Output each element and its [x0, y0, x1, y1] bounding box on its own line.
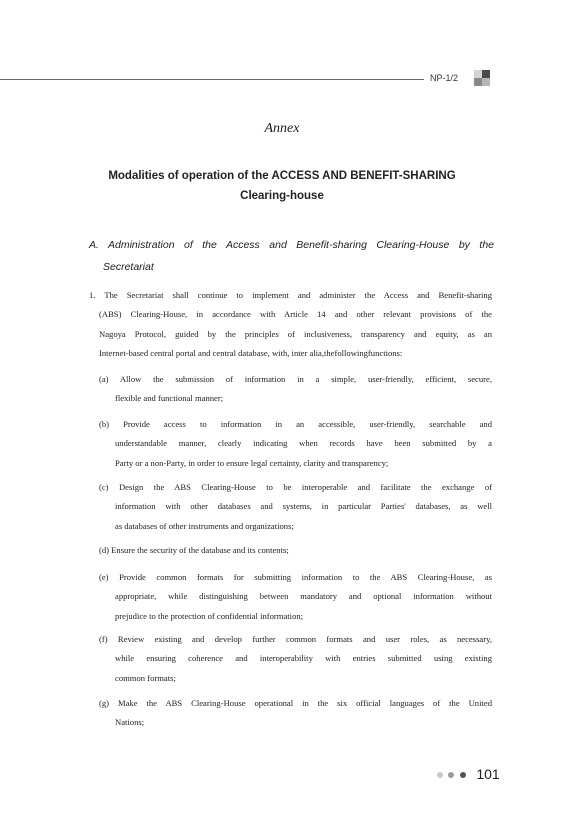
- title-line-1: Modalities of operation of the ACCESS AND BENEFIT-SHARING: [108, 170, 456, 182]
- paragraph-line: Internet-based central portal and central database, with, inter alia,thefollowingfunctions:: [99, 347, 403, 358]
- list-item-c: [99, 478, 492, 536]
- paragraph-1: [89, 286, 492, 363]
- section-heading-line-2: Secretariat: [103, 261, 154, 273]
- item-line: (b) Provide access to information in an accessible, user-friendly, searchable and: [99, 419, 492, 429]
- square-decoration: [482, 70, 490, 78]
- item-line: appropriate, while distinguishing between mandatory and optional information without: [115, 591, 492, 602]
- paragraph-line: Nagoya Protocol, guided by the principles of inclusiveness, transparency and equity, as an: [99, 328, 492, 339]
- item-line: flexible and functional manner;: [115, 393, 224, 404]
- item-line: understandable manner, clearly indicating when records have been submitted by a: [115, 438, 492, 449]
- dot-icon: [448, 772, 454, 778]
- list-item-b: [99, 415, 492, 473]
- item-line: (a) Allow the submission of information in a simple, user-friendly, efficient, secure,: [99, 374, 492, 384]
- list-item-f: [99, 630, 492, 688]
- document-title: [60, 166, 504, 206]
- item-line: common formats;: [115, 672, 176, 683]
- footer-dots-decoration: [437, 765, 467, 783]
- item-line: (g) Make the ABS Clearing-House operational in the six official languages of the United: [99, 698, 492, 708]
- page-footer: [437, 765, 500, 783]
- dot-icon: [460, 772, 466, 778]
- item-line: (f) Review existing and develop further common formats and user roles, as necessary,: [99, 634, 492, 644]
- title-line-2: Clearing-house: [240, 190, 324, 202]
- item-line: Party or a non-Party, in order to ensure legal certainty, clarity and transparency;: [115, 457, 389, 468]
- item-line: (e) Provide common formats for submitting information to the ABS Clearing-House, as: [99, 572, 492, 582]
- paragraph-line: 1. The Secretariat shall continue to implement and administer the Access and Benefit-sharing: [89, 290, 492, 300]
- item-line: information with other databases and systems, in particular Parties' databases, as well: [115, 501, 492, 512]
- item-line: (c) Design the ABS Clearing-House to be interoperable and facilitate the exchange of: [99, 482, 492, 492]
- square-decoration: [474, 70, 482, 78]
- section-heading-line-1: A. Administration of the Access and Benefit-sharing Clearing-House by the: [89, 239, 494, 251]
- paragraph-line: (ABS) Clearing-House, in accordance with Article 14 and other relevant provisions of the: [99, 309, 492, 320]
- annex-label: Annex: [264, 121, 300, 136]
- item-line: (d) Ensure the security of the database and its contents;: [99, 545, 289, 555]
- section-heading: [89, 234, 494, 278]
- document-code: NP-1/2: [430, 73, 459, 83]
- list-item-e: [99, 568, 492, 626]
- item-line: Nations;: [115, 717, 145, 728]
- list-item-g: [99, 694, 492, 733]
- square-decoration: [482, 78, 490, 86]
- list-item-a: [99, 370, 492, 409]
- square-decoration: [474, 78, 482, 86]
- item-line: prejudice to the protection of confidential information;: [115, 610, 304, 621]
- header-squares-decoration: [474, 70, 490, 86]
- page-number: 101: [476, 766, 500, 782]
- item-line: as databases of other instruments and organizations;: [115, 520, 294, 531]
- dot-icon: [437, 772, 443, 778]
- item-line: while ensuring coherence and interoperability with entries submitted using existing: [115, 653, 492, 664]
- list-item-d: [99, 541, 492, 560]
- header-rule: [0, 79, 424, 80]
